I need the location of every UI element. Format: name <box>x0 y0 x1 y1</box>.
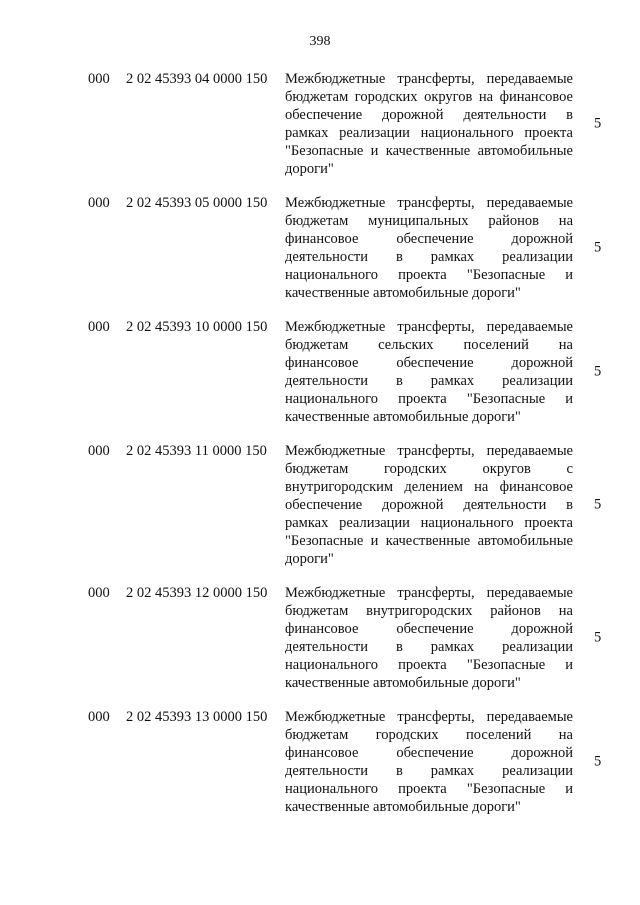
budget-code: 2 02 45393 12 0000 150 <box>126 585 268 601</box>
row-description <box>285 70 573 178</box>
description-line: дороги" <box>285 551 334 567</box>
admin-code: 000 <box>88 195 110 211</box>
row-description <box>285 584 573 692</box>
description-line: Межбюджетные трансферты, передаваемые <box>285 443 573 459</box>
description-line: финансовое обеспечение дорожной <box>285 621 573 637</box>
description-line: дороги" <box>285 161 334 177</box>
description-line: деятельности в рамках реализации <box>285 763 573 779</box>
description-line: качественные автомобильные дороги" <box>285 675 521 691</box>
table-row <box>0 70 640 178</box>
description-line: деятельности в рамках реализации <box>285 373 573 389</box>
description-line: обеспечение дорожной деятельности в <box>285 497 573 513</box>
description-line: бюджетам городских поселений на <box>285 727 573 743</box>
description-line: бюджетам городских округов с <box>285 461 573 477</box>
table-row <box>0 194 640 302</box>
row-description <box>285 194 573 302</box>
description-line: Межбюджетные трансферты, передаваемые <box>285 709 573 725</box>
row-value: 5 <box>594 115 602 132</box>
description-line: национального проекта "Безопасные и <box>285 657 573 673</box>
row-description <box>285 318 573 426</box>
admin-code: 000 <box>88 709 110 725</box>
description-line: бюджетам внутригородских районов на <box>285 603 573 619</box>
budget-code: 2 02 45393 13 0000 150 <box>126 709 268 725</box>
description-line: внутригородским делением на финансовое <box>285 479 573 495</box>
row-value: 5 <box>594 239 602 256</box>
description-line: бюджетам сельских поселений на <box>285 337 573 353</box>
admin-code: 000 <box>88 71 110 87</box>
description-line: качественные автомобильные дороги" <box>285 799 521 815</box>
row-description <box>285 442 573 568</box>
row-value: 5 <box>594 629 602 646</box>
description-line: обеспечение дорожной деятельности в <box>285 107 573 123</box>
description-line: бюджетам муниципальных районов на <box>285 213 573 229</box>
table-row <box>0 318 640 426</box>
description-line: Межбюджетные трансферты, передаваемые <box>285 195 573 211</box>
description-line: рамках реализации национального проекта <box>285 125 573 141</box>
description-line: национального проекта "Безопасные и <box>285 781 573 797</box>
description-line: качественные автомобильные дороги" <box>285 285 521 301</box>
description-line: финансовое обеспечение дорожной <box>285 355 573 371</box>
budget-code: 2 02 45393 10 0000 150 <box>126 319 268 335</box>
description-line: Межбюджетные трансферты, передаваемые <box>285 585 573 601</box>
budget-code: 2 02 45393 11 0000 150 <box>126 443 267 459</box>
admin-code: 000 <box>88 319 110 335</box>
budget-code: 2 02 45393 05 0000 150 <box>126 195 268 211</box>
budget-code: 2 02 45393 04 0000 150 <box>126 71 268 87</box>
page-number: 398 <box>309 34 331 49</box>
description-line: национального проекта "Безопасные и <box>285 391 573 407</box>
table-row <box>0 708 640 816</box>
table-row <box>0 584 640 692</box>
admin-code: 000 <box>88 443 110 459</box>
table-row <box>0 442 640 568</box>
description-line: "Безопасные и качественные автомобильные <box>285 533 573 549</box>
description-line: Межбюджетные трансферты, передаваемые <box>285 319 573 335</box>
description-line: "Безопасные и качественные автомобильные <box>285 143 573 159</box>
description-line: деятельности в рамках реализации <box>285 639 573 655</box>
description-line: финансовое обеспечение дорожной <box>285 745 573 761</box>
row-description <box>285 708 573 816</box>
admin-code: 000 <box>88 585 110 601</box>
row-value: 5 <box>594 496 602 513</box>
description-line: национального проекта "Безопасные и <box>285 267 573 283</box>
description-line: Межбюджетные трансферты, передаваемые <box>285 71 573 87</box>
description-line: рамках реализации национального проекта <box>285 515 573 531</box>
budget-classification-table <box>0 70 640 832</box>
description-line: качественные автомобильные дороги" <box>285 409 521 425</box>
row-value: 5 <box>594 753 602 770</box>
row-value: 5 <box>594 363 602 380</box>
description-line: финансовое обеспечение дорожной <box>285 231 573 247</box>
description-line: деятельности в рамках реализации <box>285 249 573 265</box>
description-line: бюджетам городских округов на финансовое <box>285 89 573 105</box>
